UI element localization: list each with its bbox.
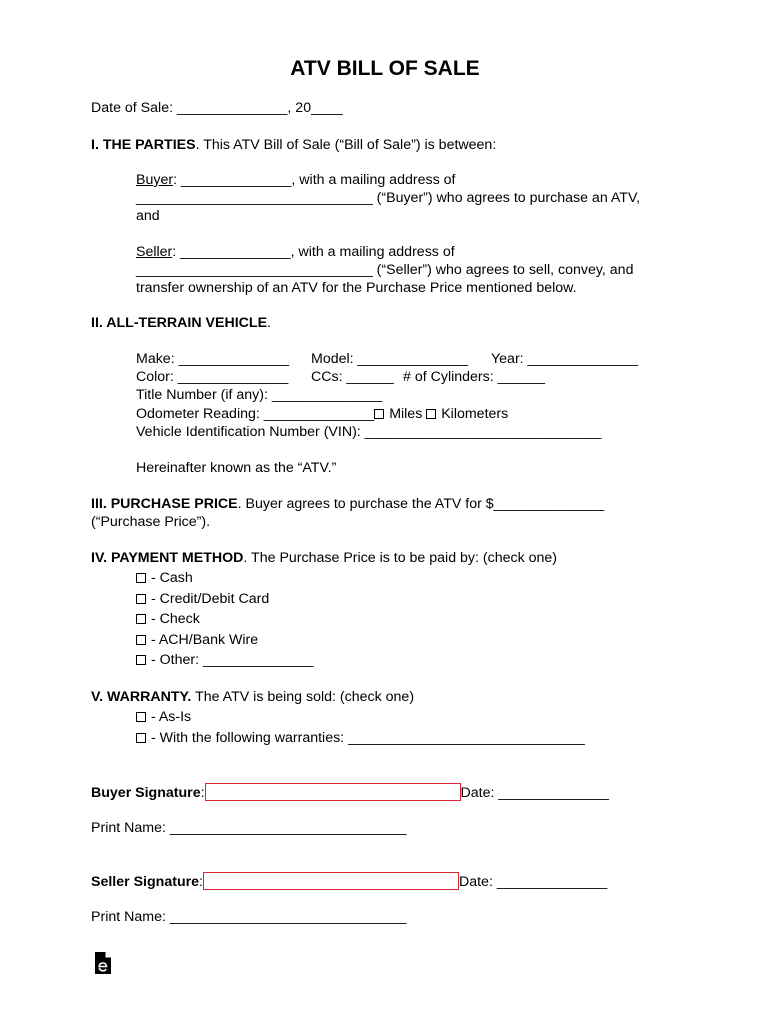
- miles-label: Miles: [389, 406, 423, 422]
- title-number-field[interactable]: Title Number (if any): ______________: [136, 387, 383, 403]
- parties-section: [91, 136, 496, 154]
- purchase-price-heading: III. PURCHASE PRICE: [91, 496, 238, 512]
- payment-option-other[interactable]: [136, 651, 313, 669]
- date-of-sale: Date of Sale: ______________, 20____: [91, 100, 343, 116]
- payment-intro: . The Purchase Price is to be paid by: (check one): [243, 550, 558, 566]
- buyer-date-field[interactable]: Date: ______________: [460, 785, 609, 801]
- document-title: ATV BILL OF SALE: [290, 57, 480, 80]
- buyer-line-2: ______________________________ (“Buyer”) who agrees to purchase an ATV,: [136, 190, 641, 206]
- seller-signature-label: Seller Signature: [91, 874, 200, 890]
- seller-signature-colon: :: [199, 874, 203, 890]
- warranty-intro: The ATV is being sold: (check one): [191, 689, 415, 705]
- buyer-signature-field[interactable]: [205, 783, 461, 801]
- seller-signature-row: [91, 872, 607, 891]
- buyer-signature-row: [91, 783, 609, 802]
- warranty-option-warranties[interactable]: [136, 729, 585, 747]
- warranty-section: [91, 688, 414, 706]
- warranty-option-as-is[interactable]: [136, 708, 191, 726]
- ccs-field[interactable]: CCs: ______: [311, 369, 394, 385]
- payment-option-check[interactable]: [136, 610, 200, 628]
- color-field[interactable]: Color: ______________: [136, 369, 289, 385]
- year-field[interactable]: Year: ______________: [491, 351, 639, 367]
- parties-heading: I. THE PARTIES: [91, 137, 196, 153]
- payment-section: [91, 549, 557, 567]
- odometer-field[interactable]: Odometer Reading: ______________: [136, 406, 375, 422]
- buyer-line-1: [136, 171, 455, 189]
- payment-option-label: - Credit/Debit Card: [147, 591, 270, 607]
- seller-line-2: ______________________________ (“Seller”) who agrees to sell, convey, and: [136, 262, 634, 278]
- purchase-price-line-1[interactable]: . Buyer agrees to purchase the ATV for $______________: [237, 496, 605, 512]
- purchase-price-line-2: (“Purchase Price”).: [91, 514, 211, 530]
- known-as-text: Hereinafter known as the “ATV.”: [136, 460, 337, 476]
- cylinders-field[interactable]: # of Cylinders: ______: [403, 369, 545, 385]
- warranties-checkbox[interactable]: [136, 733, 146, 743]
- model-field[interactable]: Model: ______________: [311, 351, 468, 367]
- kilometers-label: Kilometers: [441, 406, 509, 422]
- other-checkbox[interactable]: [136, 655, 146, 665]
- vehicle-heading: II. ALL-TERRAIN VEHICLE: [91, 315, 268, 331]
- vin-field[interactable]: Vehicle Identification Number (VIN): ______________________________: [136, 424, 602, 440]
- buyer-signature-label: Buyer Signature: [91, 785, 201, 801]
- buyer-label: Buyer: [136, 172, 174, 188]
- parties-intro: . This ATV Bill of Sale (“Bill of Sale”) is between:: [195, 137, 497, 153]
- purchase-price-section: [91, 495, 604, 513]
- payment-option-ach[interactable]: [136, 631, 258, 649]
- payment-option-cash[interactable]: [136, 569, 193, 587]
- buyer-signature-colon: :: [200, 785, 205, 801]
- buyer-line-1-text: : ______________, with a mailing address of: [173, 172, 456, 188]
- ach-checkbox[interactable]: [136, 635, 146, 645]
- as-is-checkbox[interactable]: [136, 712, 146, 722]
- seller-line-1: [136, 243, 455, 261]
- payment-option-card[interactable]: [136, 590, 269, 608]
- card-checkbox[interactable]: [136, 594, 146, 604]
- kilometers-checkbox[interactable]: [426, 409, 436, 419]
- seller-date-field[interactable]: Date: ______________: [458, 874, 608, 890]
- payment-option-label: - Cash: [147, 570, 193, 586]
- eforms-document-icon: [94, 951, 112, 975]
- seller-print-name[interactable]: Print Name: ______________________________: [91, 909, 407, 925]
- seller-line-3: transfer ownership of an ATV for the Purchase Price mentioned below.: [136, 280, 577, 296]
- payment-heading: IV. PAYMENT METHOD: [91, 550, 244, 566]
- warranty-option-label: - With the following warranties: ______________________________: [147, 730, 585, 746]
- seller-label: Seller: [136, 244, 173, 260]
- make-field[interactable]: Make: ______________: [136, 351, 290, 367]
- check-checkbox[interactable]: [136, 614, 146, 624]
- buyer-line-3: and: [136, 208, 160, 224]
- payment-option-label: - Check: [147, 611, 200, 627]
- cash-checkbox[interactable]: [136, 573, 146, 583]
- warranty-heading: V. WARRANTY.: [91, 689, 192, 705]
- seller-line-1-text: : ______________, with a mailing address of: [172, 244, 455, 260]
- seller-signature-field[interactable]: [203, 872, 459, 890]
- vehicle-heading-period: .: [267, 315, 271, 331]
- vehicle-section: [91, 314, 271, 332]
- payment-option-label: - Other: ______________: [147, 652, 314, 668]
- payment-option-label: - ACH/Bank Wire: [147, 632, 259, 648]
- odometer-row: [136, 405, 508, 423]
- buyer-print-name[interactable]: Print Name: ______________________________: [91, 820, 407, 836]
- warranty-option-label: - As-Is: [147, 709, 192, 725]
- miles-checkbox[interactable]: [374, 409, 384, 419]
